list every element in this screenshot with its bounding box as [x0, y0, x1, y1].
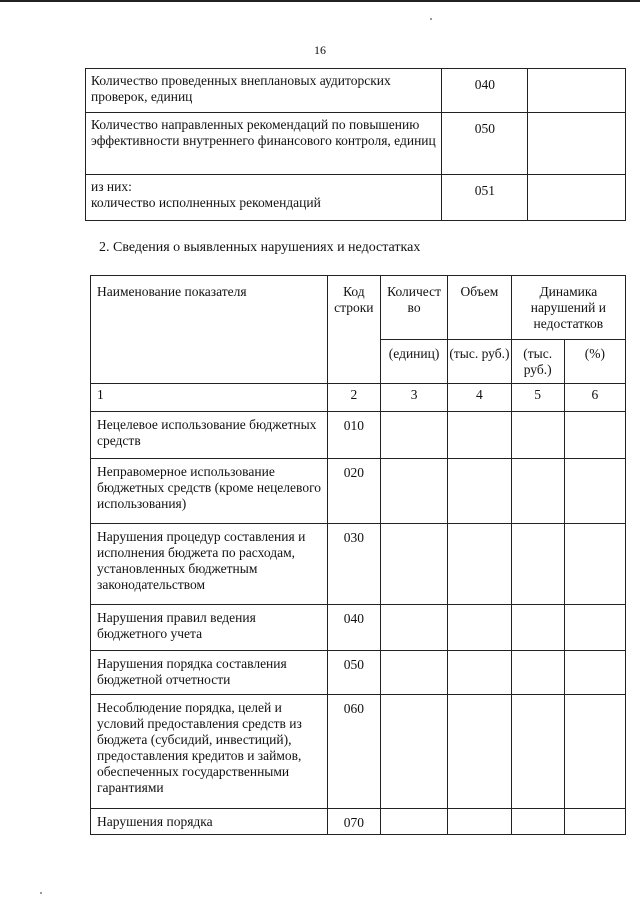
indicator-name: [86, 175, 442, 221]
row-code: 051: [442, 175, 528, 221]
header-quantity-unit: (единиц): [380, 340, 447, 384]
header-code: Код строки: [327, 276, 380, 384]
header-volume-unit: (тыс. руб.): [448, 340, 511, 384]
quantity-cell: [380, 524, 447, 605]
volume-cell: [448, 651, 511, 695]
row-code: 050: [327, 651, 380, 695]
dynamics-volume-cell: [511, 695, 564, 809]
volume-cell: [448, 605, 511, 651]
dynamics-percent-cell: [564, 651, 625, 695]
indicator-name: Нарушения порядка составления бюджетной отчетности: [91, 651, 328, 695]
row-code: 020: [327, 459, 380, 524]
header-quantity: Количест во: [380, 276, 447, 340]
header-dynamics: Динамика нарушений и недостатков: [511, 276, 625, 340]
column-number: 6: [564, 384, 625, 412]
dynamics-volume-cell: [511, 651, 564, 695]
dynamics-percent-cell: [564, 605, 625, 651]
quantity-cell: [380, 412, 447, 459]
column-number: 3: [380, 384, 447, 412]
column-number: 2: [327, 384, 380, 412]
quantity-cell: [380, 459, 447, 524]
table-row: [91, 809, 626, 835]
indicator-name-line: из них:: [91, 179, 132, 194]
row-code: 040: [327, 605, 380, 651]
quantity-cell: [380, 605, 447, 651]
audit-summary-table: [85, 68, 626, 221]
value-cell: [528, 69, 626, 113]
header-dynamics-percent-unit: (%): [564, 340, 625, 384]
violations-table: [90, 275, 626, 835]
volume-cell: [448, 695, 511, 809]
indicator-name: Нарушения порядка: [91, 809, 328, 835]
indicator-name: Несоблюдение порядка, целей и условий предоставления средств из бюджета (субсидий, инвестиций), предоставления кредитов и займов, обеспеченных государственными гарантиями: [91, 695, 328, 809]
dynamics-percent-cell: [564, 809, 625, 835]
table-row: [91, 651, 626, 695]
table-row: [91, 695, 626, 809]
value-cell: [528, 113, 626, 175]
scan-speck: [40, 892, 42, 894]
header-volume: Объем: [448, 276, 511, 340]
row-code: 060: [327, 695, 380, 809]
column-number: 1: [91, 384, 328, 412]
column-numbers-row: [91, 384, 626, 412]
row-code: 010: [327, 412, 380, 459]
volume-cell: [448, 524, 511, 605]
dynamics-percent-cell: [564, 412, 625, 459]
indicator-name-line: количество исполненных рекомендаций: [91, 195, 321, 210]
indicator-name: Неправомерное использование бюджетных средств (кроме нецелевого использования): [91, 459, 328, 524]
quantity-cell: [380, 651, 447, 695]
section-heading: 2. Сведения о выявленных нарушениях и недостатках: [99, 240, 421, 255]
indicator-name: Количество проведенных внеплановых аудиторских проверок, единиц: [86, 69, 442, 113]
volume-cell: [448, 459, 511, 524]
top-border: [0, 0, 640, 2]
table-row: [91, 605, 626, 651]
table-row: [86, 113, 626, 175]
dynamics-volume-cell: [511, 524, 564, 605]
column-number: 4: [448, 384, 511, 412]
indicator-name: Нарушения правил ведения бюджетного учета: [91, 605, 328, 651]
header-dynamics-volume-unit: (тыс. руб.): [511, 340, 564, 384]
dynamics-percent-cell: [564, 524, 625, 605]
volume-cell: [448, 809, 511, 835]
table-row: [91, 412, 626, 459]
table-row: [86, 175, 626, 221]
value-cell: [528, 175, 626, 221]
indicator-name: Количество направленных рекомендаций по повышению эффективности внутреннего финансового контроля, единиц: [86, 113, 442, 175]
scan-speck: [430, 18, 432, 20]
table-row: [91, 459, 626, 524]
dynamics-volume-cell: [511, 809, 564, 835]
volume-cell: [448, 412, 511, 459]
dynamics-percent-cell: [564, 695, 625, 809]
column-number: 5: [511, 384, 564, 412]
row-code: 040: [442, 69, 528, 113]
indicator-name: Нарушения процедур составления и исполнения бюджета по расходам, установленных бюджетным законодательством: [91, 524, 328, 605]
quantity-cell: [380, 695, 447, 809]
page-number: 16: [314, 43, 326, 57]
dynamics-volume-cell: [511, 605, 564, 651]
quantity-cell: [380, 809, 447, 835]
row-code: 070: [327, 809, 380, 835]
table-row: [86, 69, 626, 113]
dynamics-percent-cell: [564, 459, 625, 524]
dynamics-volume-cell: [511, 412, 564, 459]
indicator-name: Нецелевое использование бюджетных средств: [91, 412, 328, 459]
table-row: [91, 524, 626, 605]
row-code: 030: [327, 524, 380, 605]
dynamics-volume-cell: [511, 459, 564, 524]
header-row: [91, 276, 626, 340]
header-name: Наименование показателя: [91, 276, 328, 384]
row-code: 050: [442, 113, 528, 175]
